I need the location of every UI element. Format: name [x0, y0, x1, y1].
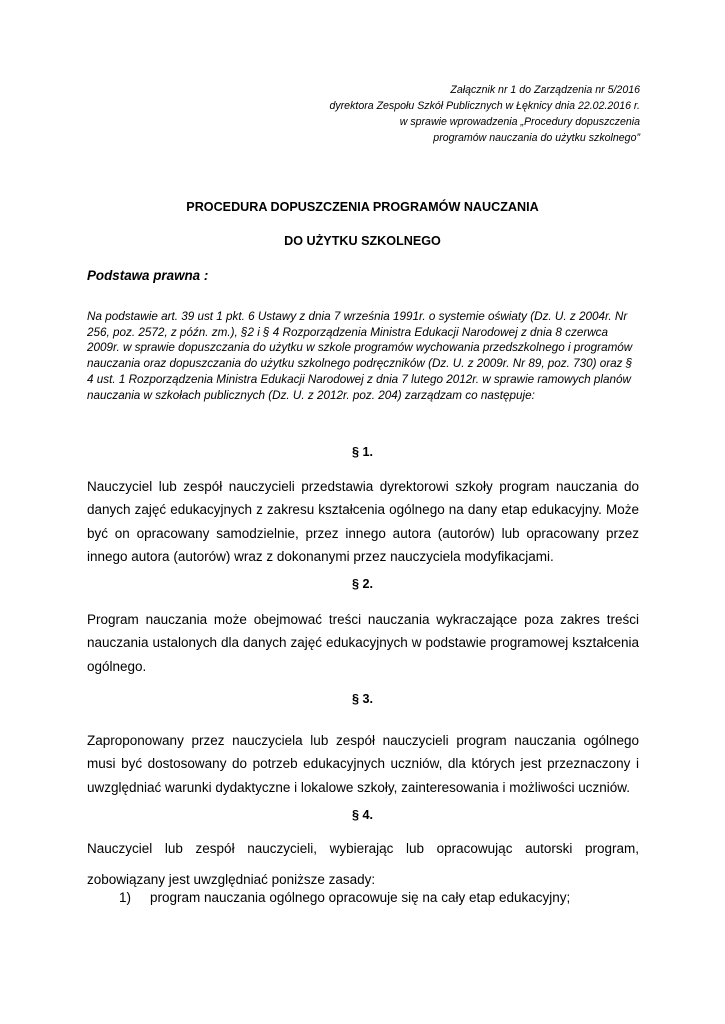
document-title-line-1: PROCEDURA DOPUSZCZENIA PROGRAMÓW NAUCZANIA	[186, 200, 539, 214]
list-item-text: program nauczania ogólnego opracowuje się na cały etap edukacyjny;	[150, 890, 571, 905]
section-text-4	[87, 837, 639, 892]
header-line: programów nauczania do użytku szkolnego”	[433, 132, 640, 144]
list-item-number: 1)	[119, 890, 132, 905]
section-heading-1: § 1.	[351, 445, 373, 459]
section-heading-4: § 4.	[351, 808, 373, 822]
section-text-4-line-1: Nauczyciel lub zespół nauczycieli, wybierając lub opracowując autorski program,	[87, 841, 639, 856]
section-text-1: Nauczyciel lub zespół nauczycieli przedstawia dyrektorowi szkoły program nauczania do danych zajęć edukacyjnych z zakresu kształcenia ogólnego na dany etap edukacyjny. Może być on opracowany samodzielnie, przez innego autora (autorów) lub opracowany przez innego autora (autorów) wraz z dokonanymi przez nauczyciela modyfikacjami.	[87, 479, 639, 565]
legal-basis-text: Na podstawie art. 39 ust 1 pkt. 6 Ustawy z dnia 7 września 1991r. o systemie oświaty (Dz. U. z 2004r. Nr 256, poz. 2572, z późn. zm.), §2 i § 4 Rozporządzenia Ministra Edukacji Narodowej z dnia 8 czerwca 2009r. w sprawie dopuszczania do użytku w szkole programów wychowania przedszkolnego i programów nauczania oraz dopuszczania do użytku szkolnego podręczników (Dz. U. z 2009r. Nr 89, poz. 730) oraz § 4 ust. 1 Rozporządzenia Ministra Edukacji Narodowej z dnia 7 lutego 2012r. w sprawie ramowych planów nauczania w szkołach publicznych (Dz. U. z 2012r. poz. 204) zarządzam co następuje:	[87, 310, 633, 402]
header-line: w sprawie wprowadzenia „Procedury dopuszczenia	[399, 116, 640, 128]
section-text-4-line-2: zobowiązany jest uwzględniać poniższe zasady:	[87, 872, 376, 888]
section-text-3: Zaproponowany przez nauczyciela lub zespół nauczycieli program nauczania ogólnego musi być dostosowany do potrzeb edukacyjnych uczniów, dla których jest przeznaczony i uwzględniać warunki dydaktyczne i lokalowe szkoły, zainteresowania i możliwości uczniów.	[87, 733, 639, 795]
header-line: dyrektora Zespołu Szkół Publicznych w Łęknicy dnia 22.02.2016 r.	[329, 100, 640, 112]
document-header	[329, 82, 640, 146]
document-title-line-2: DO UŻYTKU SZKOLNEGO	[284, 234, 441, 248]
section-heading-3: § 3.	[351, 692, 373, 706]
section-text-2: Program nauczania może obejmować treści nauczania wykraczające poza zakres treści nauczania ustalonych dla danych zajęć edukacyjnych w podstawie programowej kształcenia ogólnego.	[87, 612, 639, 674]
section-heading-2: § 2.	[351, 577, 373, 591]
list-item	[119, 890, 570, 905]
legal-basis-label: Podstawa prawna :	[87, 268, 209, 283]
header-line: Załącznik nr 1 do Zarządzenia nr 5/2016	[450, 84, 640, 96]
